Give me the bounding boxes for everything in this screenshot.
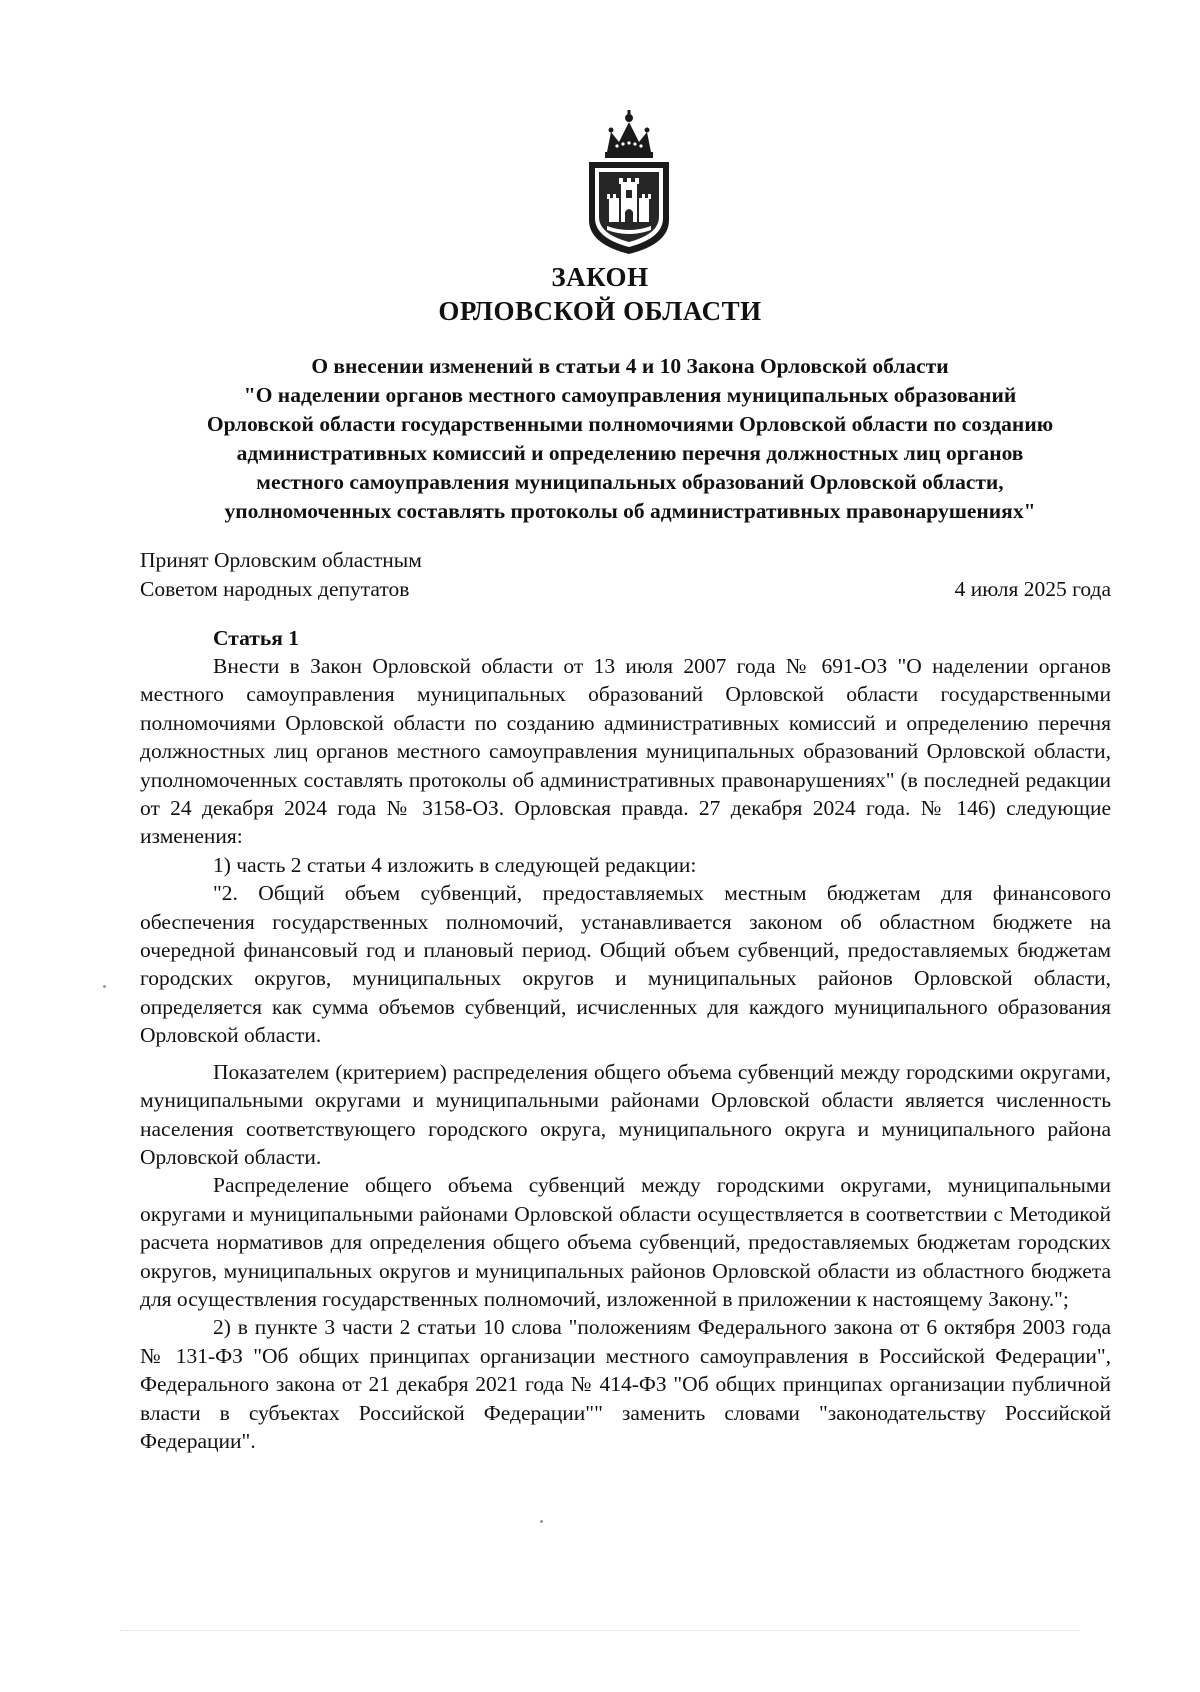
law-title: ЗАКОН xyxy=(551,262,649,292)
article-heading: Статья 1 xyxy=(213,626,299,650)
article-body xyxy=(140,652,1111,1455)
article-paragraph: "2. Общий объем субвенций, предоставляемых местным бюджетам для финансового обеспечения государственных полномочий, устанавливается законом об областном бюджете на очередной финансовый год и плановый период. Общий объем субвенций, предоставляемых бюджетам городских округов, муниципальных округов и муниципальных районов Орловской области, определяется как сумма объемов субвенций, исчисленных для каждого муниципального образования Орловской области. xyxy=(140,881,1111,1048)
scan-speck xyxy=(540,1520,543,1523)
article-paragraph: Распределение общего объема субвенций между городскими округами, муниципальными округами и муниципальными районами Орловской области осуществляется в соответствии с Методикой расчета нормативов для определения общего объема субвенций, предоставляемых бюджетам городских округов, муниципальных округов и муниципальных районов Орловской области из областного бюджета для осуществления государственных полномочий, изложенной в приложении к настоящему Закону."; xyxy=(140,1173,1111,1311)
adoption-date: 4 июля 2025 года xyxy=(954,577,1111,601)
adoption-note xyxy=(140,546,422,604)
adoption-line: Принят Орловским областным xyxy=(140,548,422,572)
article-paragraph: Внести в Закон Орловской области от 13 июля 2007 года № 691-ОЗ "О наделении органов местного самоуправления муниципальных образований Орловской области государственными полномочиями Орловской области по созданию административных комиссий и определению перечня должностных лиц органов местного самоуправления муниципальных образований Орловской области, уполномоченных составлять протоколы об административных правонарушениях" (в последней редакции от 24 декабря 2024 года № 3158-ОЗ. Орловская правда. 27 декабря 2024 года. № 146) следующие изменения: xyxy=(140,654,1111,849)
orel-oblast-coat-of-arms-icon xyxy=(577,108,681,256)
subject-line: административных комиссий и определению перечня должностных лиц органов xyxy=(236,441,1024,465)
adoption-line: Советом народных депутатов xyxy=(140,577,410,601)
scan-artifact-line xyxy=(120,1630,1080,1631)
subject-line: Орловской области государственными полномочиями Орловской области по созданию xyxy=(206,412,1054,436)
scan-speck xyxy=(103,985,106,988)
subject-line: местного самоуправления муниципальных образований Орловской области, xyxy=(256,470,1004,494)
law-region-title: ОРЛОВСКОЙ ОБЛАСТИ xyxy=(438,296,762,326)
law-subject xyxy=(140,352,1120,526)
article-paragraph: 1) часть 2 статьи 4 изложить в следующей редакции: xyxy=(213,852,697,877)
article-paragraph: Показателем (критерием) распределения общего объема субвенций между городскими округами, муниципальными округами и муниципальными районами Орловской области является численность населения соответствующего городского округа, муниципального округа и муниципального района Орловской области. xyxy=(140,1059,1111,1169)
subject-line: уполномоченных составлять протоколы об административных правонарушениях" xyxy=(224,499,1036,523)
article-paragraph: 2) в пункте 3 части 2 статьи 10 слова "положениям Федерального закона от 6 октября 2003 года № 131-ФЗ "Об общих принципах организации местного самоуправления в Российской Федерации", Федерального закона от 21 декабря 2021 года № 414-ФЗ "Об общих принципах организации публичной власти в субъектах Российской Федерации"" заменить словами "законодательству Российской Федерации". xyxy=(140,1315,1111,1453)
subject-line: О внесении изменений в статьи 4 и 10 Закона Орловской области xyxy=(311,354,949,378)
subject-line: "О наделении органов местного самоуправления муниципальных образований xyxy=(243,383,1017,407)
